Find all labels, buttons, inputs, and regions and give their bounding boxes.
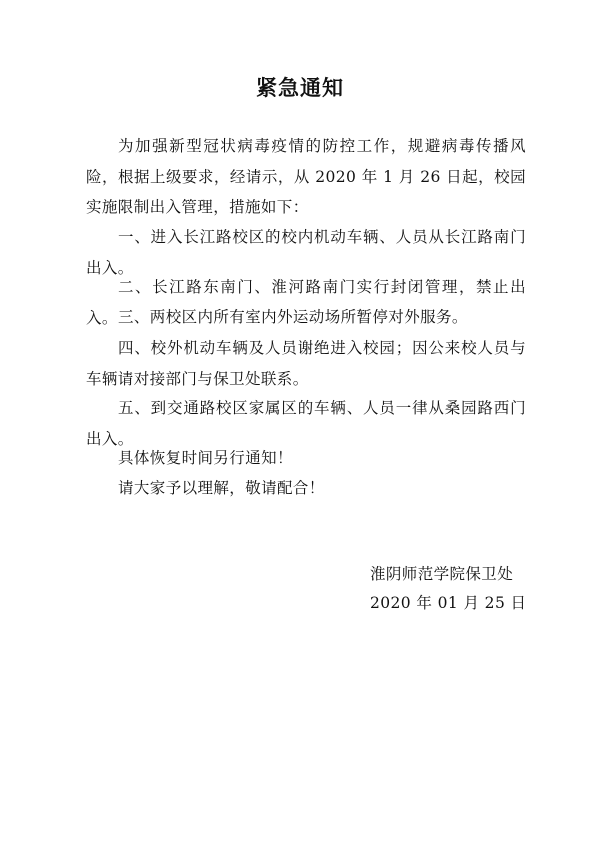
notice-title: 紧急通知 [256, 76, 344, 100]
intro-paragraph: 为加强新型冠状病毒疫情的防控工作，规避病毒传播风险，根据上级要求，经请示，从 2020 年 1 月 26 日起，校园实施限制出入管理，措施如下： [86, 137, 526, 216]
measure-item-5: 五、到交通路校区家属区的车辆、人员一律从桑园路西门出入。 [86, 399, 526, 448]
signature-date: 2020 年 01 月 25 日 [370, 594, 527, 612]
measure-item-2: 二、长江路东南门、淮河路南门实行封闭管理，禁止出入。 [86, 278, 526, 327]
signature-organization: 淮阴师范学院保卫处 [370, 565, 514, 583]
cooperation-paragraph: 请大家予以理解，敬请配合！ [118, 479, 325, 497]
resume-notice-paragraph: 具体恢复时间另行通知！ [118, 449, 293, 467]
measure-item-4: 四、校外机动车辆及人员谢绝进入校园；因公来校人员与车辆请对接部门与保卫处联系。 [86, 339, 526, 388]
measure-item-1: 一、进入长江路校区的校内机动车辆、人员从长江路南门出入。 [86, 228, 526, 277]
measure-item-3: 三、两校区内所有室内外运动场所暂停对外服务。 [118, 308, 468, 326]
